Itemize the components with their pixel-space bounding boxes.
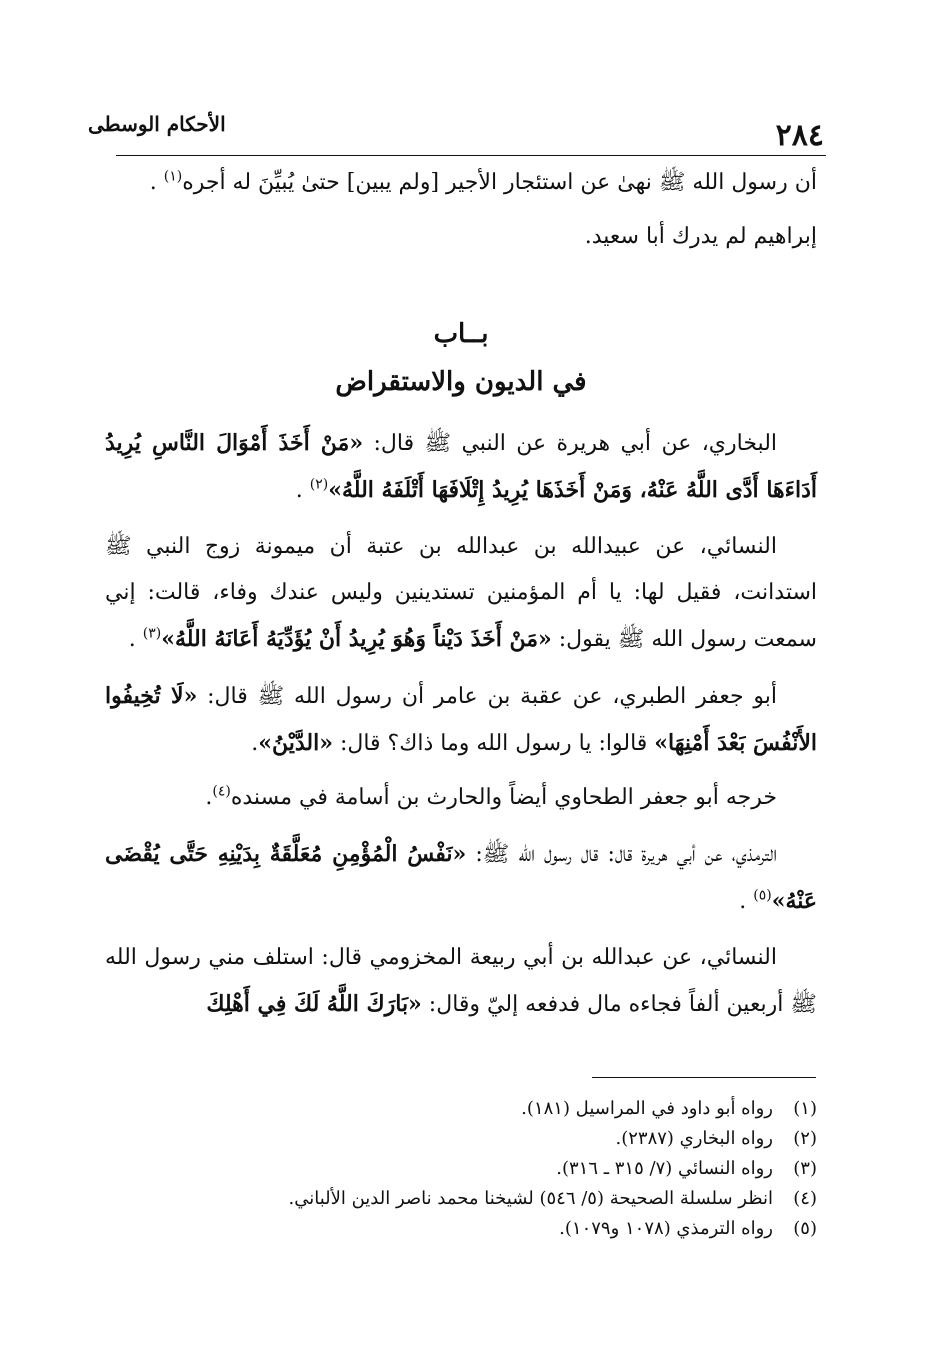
footnote-ref-4: (٤) (212, 783, 231, 800)
footnote-5 (105, 1214, 817, 1244)
hadith-3-note-text: خرجه أبو جعفر الطحاوي أيضاً والحارث بن أسامة في مسنده (230, 785, 777, 810)
footnote-number: (٥) (793, 1218, 817, 1239)
footnote-ref-3: (٣) (142, 625, 162, 642)
footnote-number: (٢) (793, 1128, 817, 1149)
footnote-3 (105, 1154, 817, 1184)
footnote-ref-5: (٥) (753, 887, 772, 904)
footnote-text: رواه أبو داود في المراسيل (١٨١). (521, 1098, 773, 1119)
page-number: ٢٨٤ (775, 118, 824, 153)
hadith-3-mid: قالوا: يا رسول الله وما ذاك؟ قال: (332, 731, 655, 756)
hadith-5-text: النسائي، عن عبدالله بن أبي ربيعة المخزومي قال: استلف مني رسول الله ﷺ أربعين ألفاً فجاءه مال فدفعه إليّ وقال: (105, 945, 817, 1017)
footnote-ref-2: (٢) (309, 476, 329, 493)
footnote-1 (105, 1094, 817, 1124)
hadith-5-quote: «بَارَكَ اللَّهُ لَكَ فِي أَهْلِكَ (206, 991, 422, 1017)
hadith-4 (105, 831, 817, 925)
hadith-1-text: البخاري، عن أبي هريرة عن النبي ﷺ قال: (363, 431, 778, 456)
hadith-2-text: النسائي، عن عبيدالله بن عبدالله بن عتبة أن ميمونة زوج النبي ﷺ استدانت، فقيل لها: يا أم المؤمنين تستدينين وليس عندك وفاء، قالت: إني سمعت رسول الله ﷺ يقول: (105, 534, 818, 652)
main-text (105, 160, 817, 1036)
running-header-title: الأحكام الوسطى (88, 112, 226, 136)
hadith-3-quote: «لَا تُخِيفُوا الأَنْفُسَ بَعْدَ أَمْنِهَا» (105, 683, 817, 756)
hadith-3-note (105, 775, 817, 821)
hadith-4-text: الترمذي، عن أبي هريرة قال: قال رسول الله ﷺ: (466, 842, 777, 867)
section-label: بــاب (433, 319, 489, 349)
hadith-3-text: أبو جعفر الطبري، عن عقبة بن عامر أن رسول الله ﷺ قال: (197, 684, 777, 709)
hadith-2-end: . (128, 627, 136, 652)
hadith-3-note-end: . (205, 785, 213, 810)
footnote-text: رواه البخاري (٢٣٨٧). (615, 1128, 773, 1149)
paragraph-1-end: . (149, 170, 157, 195)
footnote-number: (٣) (793, 1158, 817, 1179)
footnote-text: انظر سلسلة الصحيحة (٥/ ٥٤٦) لشيخنا محمد ناصر الدين الألباني. (288, 1188, 773, 1209)
footnote-4 (105, 1184, 817, 1214)
hadith-2-quote: «مَنْ أَخَذَ دَيْناً وَهُوَ يُرِيدُ أَنْ يُؤَدِّيَهُ أَعَانَهُ اللَّهُ» (161, 626, 552, 652)
footnote-ref-1: (١) (163, 168, 183, 185)
paragraph-1 (105, 160, 817, 206)
hadith-2 (105, 524, 817, 663)
paragraph-1-text: أن رسول الله ﷺ نهىٰ عن استئجار الأجير [ولم يبين] حتىٰ يُبيِّنَ له أجره (182, 170, 817, 195)
hadith-1-quote: «مَنْ أَخَذَ أَمْوَالَ النَّاسِ يُرِيدُ أَدَاءَهَا أَدَّى اللَّهُ عَنْهُ، وَمَنْ أَخَذَهَا يُرِيدُ إِتْلَافَهَا أَتْلَفَهُ اللَّهُ» (105, 430, 817, 503)
hadith-3 (105, 673, 817, 767)
footnote-text: رواه الترمذي (١٠٧٨ و١٠٧٩). (559, 1218, 773, 1239)
hadith-3-end: . (251, 731, 259, 756)
footnote-number: (١) (793, 1098, 817, 1119)
paragraph-2: إبراهيم لم يدرك أبا سعيد. (584, 224, 817, 249)
hadith-4-quote: «نَفْسُ الْمُؤْمِنِ مُعَلَّقَةٌ بِدَيْنِهِ حَتَّى يُقْضَى عَنْهُ» (105, 841, 817, 914)
hadith-1-end: . (295, 478, 303, 503)
footnote-2 (105, 1124, 817, 1154)
footnotes (105, 1094, 817, 1244)
hadith-5 (105, 935, 817, 1028)
section-title: في الديون والاستقراض (335, 367, 587, 397)
hadith-1 (105, 420, 817, 514)
footnote-text: رواه النسائي (٧/ ٣١٥ ـ ٣١٦). (556, 1158, 773, 1179)
hadith-4-end: . (739, 889, 747, 914)
hadith-3-quote-2: «الدَّيْنُ» (258, 730, 333, 756)
footnote-divider (592, 1077, 816, 1078)
footnote-number: (٤) (793, 1188, 817, 1209)
header-divider (116, 155, 826, 156)
